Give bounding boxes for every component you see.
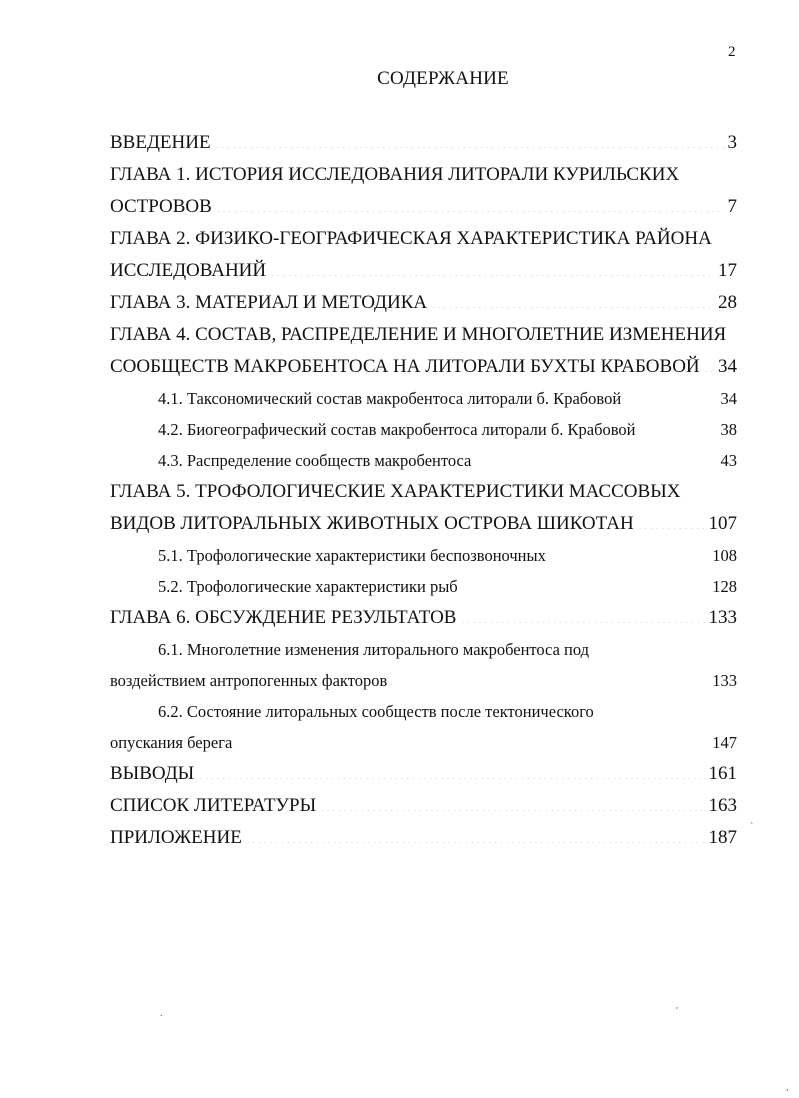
toc-entry-page: 43: [720, 451, 737, 470]
toc-entry-chapter-1-line-1: [110, 159, 737, 191]
toc-entry-chapter-6: [110, 602, 737, 634]
toc-entry-page: 133: [708, 607, 737, 628]
toc-entry-text: ВВЕДЕНИЕ: [110, 132, 211, 153]
dot-leader: [550, 545, 708, 562]
toc-entry-section-6-1-line-2: [110, 665, 737, 696]
toc-entry-page: 3: [727, 132, 737, 153]
toc-entry-text: СПИСОК ЛИТЕРАТУРЫ: [110, 795, 317, 816]
scan-speck: ': [676, 1006, 678, 1017]
toc-entry-text: 6.2. Состояние литоральных сообществ после тектонического: [158, 702, 594, 721]
toc-entry-section-6-2-line-2: [110, 727, 737, 758]
dot-leader: [236, 732, 708, 749]
dot-leader: [216, 193, 724, 212]
toc-entry-page: 128: [712, 577, 737, 596]
toc-entry-text: ИССЛЕДОВАНИЙ: [110, 260, 267, 281]
toc-entry-text: ГЛАВА 5. ТРОФОЛОГИЧЕСКИЕ ХАРАКТЕРИСТИКИ МАССОВЫХ: [110, 481, 681, 502]
toc-entry-references: [110, 790, 737, 822]
toc-entry-page: 38: [720, 420, 737, 439]
toc-entry-text: 4.1. Таксономический состав макробентоса литорали б. Крабовой: [158, 389, 622, 408]
toc-entry-text: ГЛАВА 1. ИСТОРИЯ ИССЛЕДОВАНИЯ ЛИТОРАЛИ КУРИЛЬСКИХ: [110, 164, 680, 185]
toc-entry-conclusions: [110, 758, 737, 790]
toc-entry-text: ВИДОВ ЛИТОРАЛЬНЫХ ЖИВОТНЫХ ОСТРОВА ШИКОТАН: [110, 513, 634, 534]
toc-entry-page: 34: [718, 356, 737, 377]
dot-leader: [270, 257, 714, 276]
scan-speck: `: [750, 822, 754, 833]
dot-leader: [462, 576, 709, 593]
dot-leader: [640, 419, 717, 436]
dot-leader: [704, 353, 714, 372]
toc-entry-text: ОСТРОВОВ: [110, 196, 212, 217]
toc-entry-chapter-5-line-2: [110, 508, 737, 540]
toc-entry-page: 7: [727, 196, 737, 217]
table-of-contents: [110, 127, 737, 854]
toc-entry-chapter-2-line-1: [110, 223, 737, 255]
dot-leader: [638, 510, 705, 529]
toc-entry-introduction: [110, 127, 737, 159]
toc-entry-text: ГЛАВА 2. ФИЗИКО-ГЕОГРАФИЧЕСКАЯ ХАРАКТЕРИСТИКА РАЙОНА: [110, 228, 712, 249]
dot-leader: [625, 388, 716, 405]
toc-entry-page: 187: [708, 827, 737, 848]
toc-entry-page: 133: [712, 671, 737, 690]
toc-entry-text: 4.2. Биогеографический состав макробентоса литорали б. Крабовой: [158, 420, 636, 439]
toc-entry-section-4-3: [110, 445, 737, 476]
toc-entry-appendix: [110, 822, 737, 854]
toc-entry-section-4-1: [110, 383, 737, 414]
toc-entry-text: СООБЩЕСТВ МАКРОБЕНТОСА НА ЛИТОРАЛИ БУХТЫ КРАБОВОЙ: [110, 356, 700, 377]
toc-entry-page: 107: [708, 513, 737, 534]
dot-leader: [460, 604, 704, 623]
toc-entry-text: ГЛАВА 3. МАТЕРИАЛ И МЕТОДИКА: [110, 292, 428, 313]
page-title: СОДЕРЖАНИЕ: [377, 68, 509, 89]
dot-leader: [246, 824, 705, 843]
toc-entry-page: 108: [712, 546, 737, 565]
toc-entry-section-6-1-line-1: [110, 634, 737, 665]
toc-entry-text: воздействием антропогенных факторов: [110, 671, 388, 690]
scan-speck: ,: [786, 1082, 789, 1093]
toc-entry-chapter-2-line-2: [110, 255, 737, 287]
toc-entry-text: 5.2. Трофологические характеристики рыб: [158, 577, 458, 596]
toc-entry-text: 6.1. Многолетние изменения литорального макробентоса под: [158, 640, 590, 659]
toc-entry-text: ГЛАВА 4. СОСТАВ, РАСПРЕДЕЛЕНИЕ И МНОГОЛЕТНИЕ ИЗМЕНЕНИЯ: [110, 324, 727, 345]
toc-entry-text: ПРИЛОЖЕНИЕ: [110, 827, 242, 848]
toc-entry-section-4-2: [110, 414, 737, 445]
toc-entry-page: 147: [712, 733, 737, 752]
dot-leader: [198, 760, 704, 779]
page-number: 2: [728, 44, 736, 60]
toc-entry-text: ВЫВОДЫ: [110, 763, 195, 784]
toc-entry-chapter-1-line-2: [110, 191, 737, 223]
toc-entry-chapter-3: [110, 287, 737, 319]
toc-entry-text: опускания берега: [110, 733, 233, 752]
scan-speck: .: [160, 1008, 163, 1019]
dot-leader: [215, 129, 724, 148]
toc-entry-section-5-2: [110, 571, 737, 602]
dot-leader: [320, 792, 704, 811]
dot-leader: [391, 670, 708, 687]
toc-entry-chapter-4-line-2: [110, 351, 737, 383]
dot-leader: [431, 289, 714, 308]
toc-entry-page: 163: [708, 795, 737, 816]
toc-entry-page: 161: [708, 763, 737, 784]
toc-entry-text: 5.1. Трофологические характеристики беспозвоночных: [158, 546, 546, 565]
toc-entry-page: 28: [718, 292, 737, 313]
dot-leader: [475, 450, 716, 467]
toc-entry-section-6-2-line-1: [110, 696, 737, 727]
toc-entry-chapter-4-line-1: [110, 319, 737, 351]
toc-entry-section-5-1: [110, 540, 737, 571]
toc-entry-chapter-5-line-1: [110, 476, 737, 508]
toc-entry-page: 34: [720, 389, 737, 408]
toc-entry-page: 17: [718, 260, 737, 281]
toc-entry-text: ГЛАВА 6. ОБСУЖДЕНИЕ РЕЗУЛЬТАТОВ: [110, 607, 457, 628]
toc-entry-text: 4.3. Распределение сообществ макробентоса: [158, 451, 472, 470]
